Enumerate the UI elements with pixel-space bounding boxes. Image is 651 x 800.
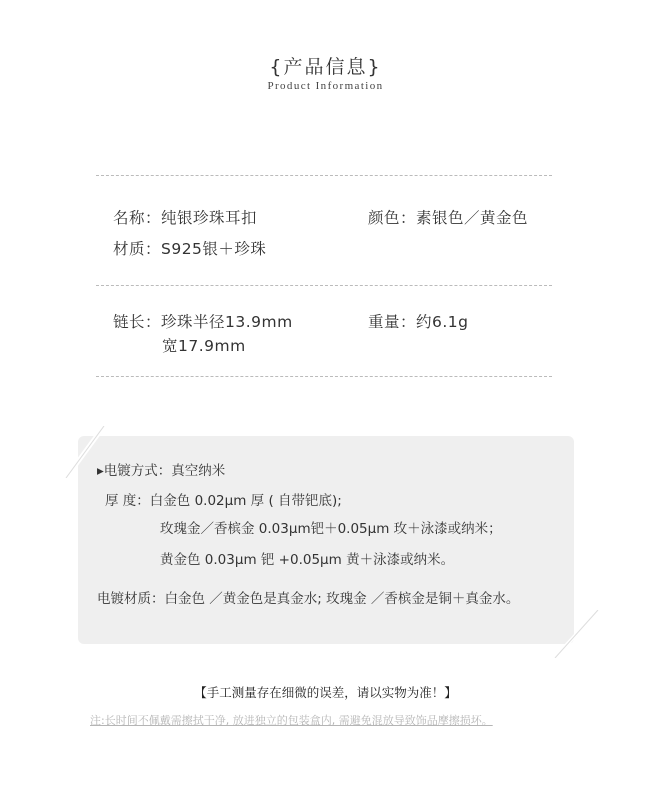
plating-material: 电镀材质：白金色 ／黄金色是真金水; 玫瑰金 ／香槟金是铜＋真金水。 (97, 591, 520, 607)
divider-2 (96, 285, 552, 286)
spec-weight: 重量：约6.1g (368, 313, 469, 331)
corner-fold-bottom-right (540, 610, 600, 658)
plating-thickness-white: 厚 度：白金色 0.02µm 厚 ( 自带钯底); (105, 493, 342, 509)
page-title: {产品信息} (269, 56, 382, 78)
plating-thickness-gold: 黄金色 0.03µm 钯 +0.05µm 黄＋泳漆或纳米。 (160, 552, 455, 568)
spec-color: 颜色：素银色／黄金色 (368, 209, 529, 227)
care-warning: 注:长时间不佩戴需擦拭干净, 放进独立的包装盒内, 需避免混放导致饰品摩擦损坏。 (90, 714, 493, 727)
page-subtitle: Product Information (267, 80, 384, 92)
plating-method: ▸电镀方式：真空纳米 (97, 463, 226, 479)
measurement-notice: 【手工测量存在细微的误差，请以实物为准！】 (194, 685, 457, 700)
spec-chain-length: 链长：珍珠半径13.9mm (113, 313, 293, 331)
divider-3 (96, 376, 552, 377)
spec-material: 材质：S925银＋珍珠 (113, 240, 267, 258)
divider-1 (96, 175, 552, 176)
spec-name: 名称：纯银珍珠耳扣 (113, 209, 258, 227)
plating-thickness-rose: 玫瑰金／香槟金 0.03µm钯＋0.05µm 玫＋泳漆或纳米； (160, 521, 502, 537)
spec-chain-width: 宽17.9mm (162, 337, 246, 355)
